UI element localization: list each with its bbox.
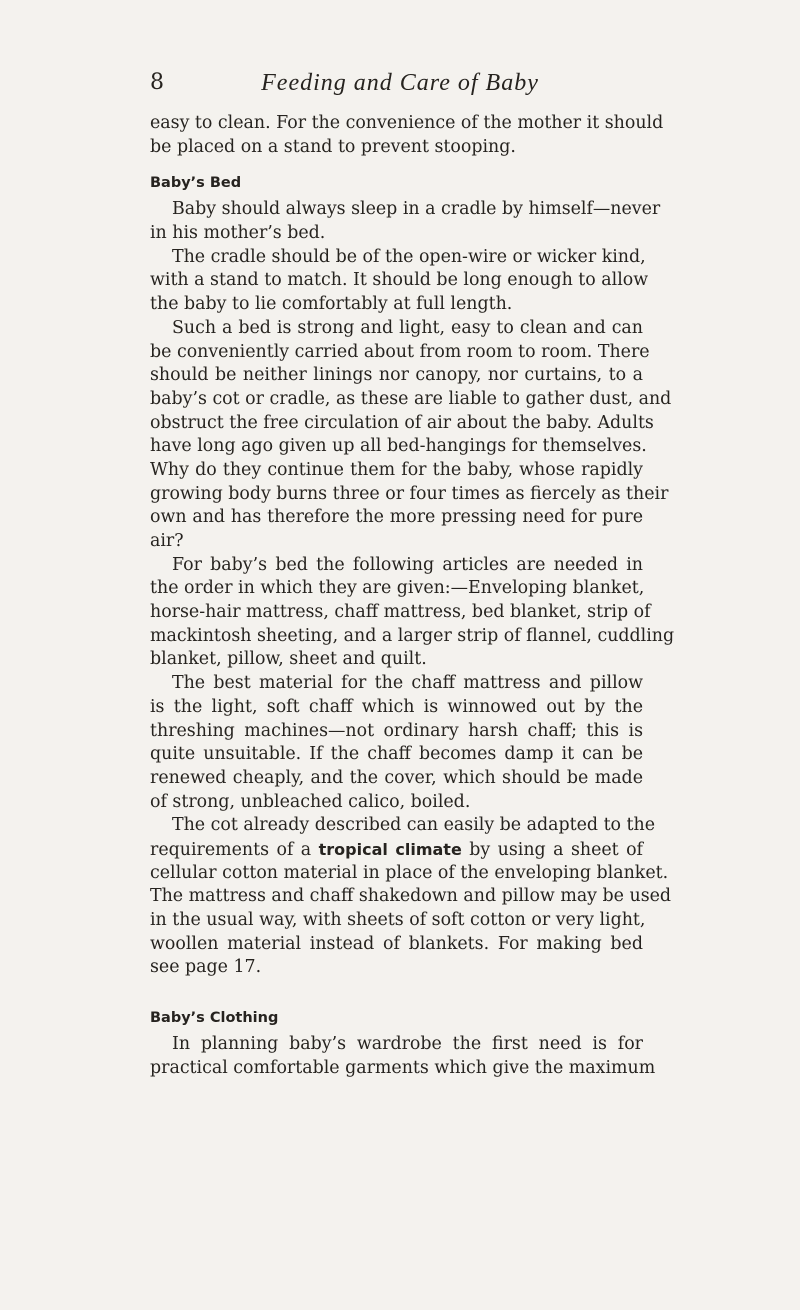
text-line: mackintosh sheeting, and a larger strip of flannel, cuddling — [150, 625, 675, 646]
text-run: requirements of a — [150, 839, 312, 860]
paragraph — [150, 554, 675, 672]
text-line: horse-hair mattress, chaff mattress, bed blanket, strip of — [150, 602, 651, 623]
text-line: For baby’s bed the following articles are needed in — [172, 554, 643, 575]
paragraph — [150, 672, 643, 814]
text-line: should be neither linings nor canopy, nor curtains, to a — [150, 365, 643, 386]
text-line: renewed cheaply, and the cover, which should be made — [150, 767, 643, 788]
text-line: cellular cotton material in place of the enveloping blanket. — [150, 862, 669, 883]
text-line: blanket, pillow, sheet and quilt. — [150, 649, 427, 670]
text-line: The mattress and chaff shakedown and pillow may be used — [150, 886, 672, 907]
bold-term-tropical-climate: tropical climate — [318, 839, 462, 859]
text-line: Such a bed is strong and light, easy to clean and can — [172, 317, 643, 338]
text-line: have long ago given up all bed-hangings for themselves. — [150, 436, 647, 457]
text-line: is the light, soft chaff which is winnowed out by the — [150, 696, 643, 717]
running-title: Feeding and Care of Baby — [261, 70, 539, 96]
paragraph — [150, 1033, 656, 1080]
text-run: by using a sheet of — [469, 839, 643, 860]
text-line: be conveniently carried about from room to room. There — [150, 341, 650, 362]
paragraph — [150, 198, 661, 245]
text-line: in his mother’s bed. — [150, 223, 326, 244]
text-line: practical comfortable garments which give the maximum — [150, 1057, 656, 1078]
text-line: The best material for the chaff mattress and pillow — [172, 673, 643, 694]
paragraph — [150, 317, 672, 554]
text-line: growing body burns three or four times as fiercely as their — [150, 483, 669, 504]
text-line: easy to clean. For the convenience of the mother it should — [150, 113, 664, 133]
section-heading-babys-clothing: Baby’s Clothing — [150, 1010, 279, 1027]
text-line: The cradle should be of the open-wire or wicker kind, — [172, 246, 646, 267]
page-number: 8 — [150, 70, 164, 95]
text-line: the order in which they are given:—Enveloping blanket, — [150, 578, 645, 599]
paragraph — [150, 246, 649, 317]
text-line: The cot already described can easily be adapted to the — [172, 815, 656, 836]
intro-paragraph — [150, 112, 664, 159]
text-line: Baby should always sleep in a cradle by himself—never — [172, 199, 661, 220]
text-line: own and has therefore the more pressing need for pure — [150, 507, 643, 528]
text-line: threshing machines—not ordinary harsh chaff; this is — [150, 720, 643, 741]
running-head — [0, 70, 800, 100]
text-line: of strong, unbleached calico, boiled. — [150, 791, 471, 812]
text-line: air? — [150, 531, 184, 551]
text-line: with a stand to match. It should be long enough to allow — [150, 270, 649, 291]
paragraph — [150, 814, 672, 980]
text-line — [150, 838, 643, 862]
text-line: the baby to lie comfortably at full length. — [150, 294, 513, 315]
text-line: woollen material instead of blankets. For making bed — [150, 933, 643, 954]
text-line: be placed on a stand to prevent stooping. — [150, 136, 516, 157]
text-line: in the usual way, with sheets of soft cotton or very light, — [150, 910, 646, 930]
text-line: obstruct the free circulation of air about the baby. Adults — [150, 412, 654, 433]
text-line: see page 17. — [150, 957, 262, 978]
text-line: In planning baby’s wardrobe the first need is for — [172, 1034, 643, 1055]
text-line: baby’s cot or cradle, as these are liable to gather dust, and — [150, 388, 672, 409]
text-line: Why do they continue them for the baby, whose rapidly — [150, 459, 643, 480]
section-heading-babys-bed: Baby’s Bed — [150, 175, 242, 192]
text-line: quite unsuitable. If the chaff becomes damp it can be — [150, 744, 643, 765]
body-text — [150, 112, 675, 1080]
